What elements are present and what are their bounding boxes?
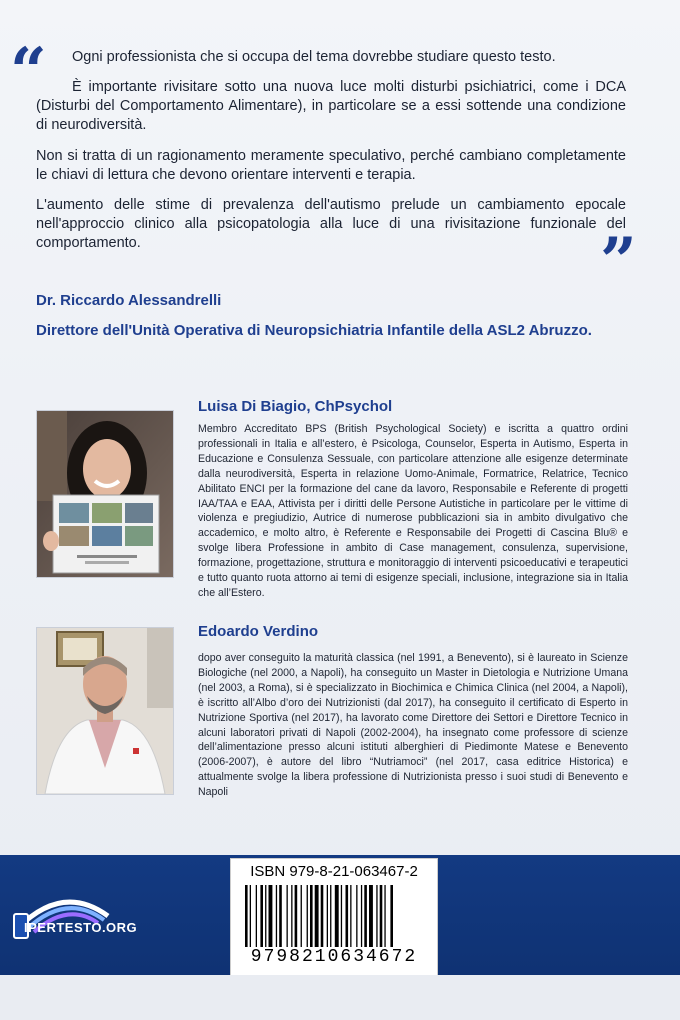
author-photo-luisa (36, 410, 174, 578)
barcode-bar (307, 885, 308, 947)
barcode-bar (315, 885, 319, 947)
barcode-bar (265, 885, 266, 947)
author-photo-edoardo (36, 627, 174, 795)
barcode-bar (361, 885, 362, 947)
barcode-bar (269, 885, 273, 947)
barcode-bar (287, 885, 288, 947)
barcode-bar (350, 885, 351, 947)
barcode-bar (279, 885, 282, 947)
barcode-box (230, 858, 438, 976)
barcode-bar (364, 885, 367, 947)
barcode-bar (321, 885, 324, 947)
barcode-bar (390, 885, 393, 947)
barcode-bar (276, 885, 277, 947)
quote-paragraph-1: Ogni professionista che si occupa del tema dovrebbe studiare questo testo. (72, 49, 556, 65)
author-name-luisa: Luisa Di Biagio, ChPsychol (198, 398, 393, 415)
quote-paragraph-2: È importante rivisitare sotto una nuova luce molti disturbi psichiatrici, come i DCA (Disturbi del Comportamento Alimentare), in particolare se a essi sottende una condizione di neurodiversità. (36, 79, 626, 133)
barcode-bar (250, 885, 251, 947)
author-bio-luisa: Membro Accreditato BPS (British Psychological Society) e iscritta a quattro ordini professionali in Italia e all’estero, è Psicologa, Counselor, Esperta in Autismo, Esperta in Educazione e Consulenza Sessuale, con particolare attenzione alle esigenze determinate dalla neurodiversità, Esperta in relazione Uomo-Animale, Formatrice, Relatrice, Tecnico Abilitato ENCI per la formazione del cane da lavoro, Responsabile e Referente di progetti IAA/TAA e EAA, Attivista per i diritti delle Persone Autistiche in particolare per le vittime di violenza e pregiudizio, Autrice di numerose pubblicazioni sia in ambito divulgativo che accademico, e molto altro, è Referente e Responsabile dei Progetti di Cascina Blu® e svolge libera Professione in ambito di Case management, consulenza, supervisione, formazione, progettazione, struttura e monitoraggio di interventi psicoeducativi e terapeutici e tutto quanto ruota attorno ai temi di esigenze speciali, inclusione, integrazione sia in Italia che all’Estero. (198, 423, 628, 599)
barcode-bar (245, 885, 248, 947)
barcode-bar (376, 885, 377, 947)
barcode-bar (301, 885, 302, 947)
quote-close-mark: ” (600, 224, 637, 299)
barcode-bar (341, 885, 342, 947)
barcode-bar (346, 885, 349, 947)
barcode-bar (369, 885, 373, 947)
quote-paragraph-4: L'aumento delle stime di prevalenza dell'autismo prelude un cambiamento epocale nell'approccio clinico alla psicopatologia alla luce di una rivisitazione funzionale del comportamento. (36, 197, 626, 251)
barcode-bar (291, 885, 292, 947)
author-bio-edoardo: dopo aver conseguito la maturità classica (nel 1991, a Benevento), si è laureato in Scienze Biologiche (nel 2000, a Napoli), ha conseguito un Master in Dietologia e Nutrizione Umana (nel 2003, a Roma), si è specializzato in Biochimica e Chimica Clinica (nel 2004, a Napoli), è iscritto all’Albo d’oro dei Nutrizionisti (dal 2017), ha conseguito il certificato di Esperto in Nutrizione Sportiva (nel 2017), ha lavorato come Direttore dei Settori e Direttore Tecnico in alcuni laboratori privati di Napoli (2002-2004), ha insegnato come professore di scienze dell’alimentazione presso alcuni istituti alberghieri di Piedimonte Matese e Benevento (2006-2007), è autore del libro “Nutriamoci” (nel 2017, casa editrice Historica) e attualmente svolge la libera professione di Nutrizionista presso i suoi studi di Benevento e Napoli (198, 652, 628, 799)
barcode-bar (327, 885, 328, 947)
barcode-bar (295, 885, 298, 947)
barcode-bar (310, 885, 313, 947)
ean-digits: 9798210634672 (250, 947, 418, 967)
barcode-bar (380, 885, 383, 947)
signature-role: Direttore dell'Unità Operativa di Neuropsichiatria Infantile della ASL2 Abruzzo. (36, 322, 592, 339)
barcode-bar (384, 885, 385, 947)
barcode-bar (256, 885, 257, 947)
author-name-edoardo: Edoardo Verdino (198, 623, 319, 640)
publisher-logo (8, 888, 158, 948)
quote-paragraph-3: Non si tratta di un ragionamento meramente speculativo, perché cambiano completamente le chiavi di lettura che devono orientare interventi e terapia. (36, 148, 626, 183)
barcode-bar (335, 885, 339, 947)
quote-open-mark: “ (10, 34, 47, 109)
publisher-logo-text: IPERTESTO.ORG (24, 920, 138, 935)
isbn-label: ISBN 979-8-21-063467-2 (250, 863, 418, 880)
barcode-bar (330, 885, 331, 947)
footer-strip (0, 975, 680, 1020)
signature-name: Dr. Riccardo Alessandrelli (36, 292, 222, 309)
barcode-bar (356, 885, 357, 947)
barcode-bar (260, 885, 263, 947)
